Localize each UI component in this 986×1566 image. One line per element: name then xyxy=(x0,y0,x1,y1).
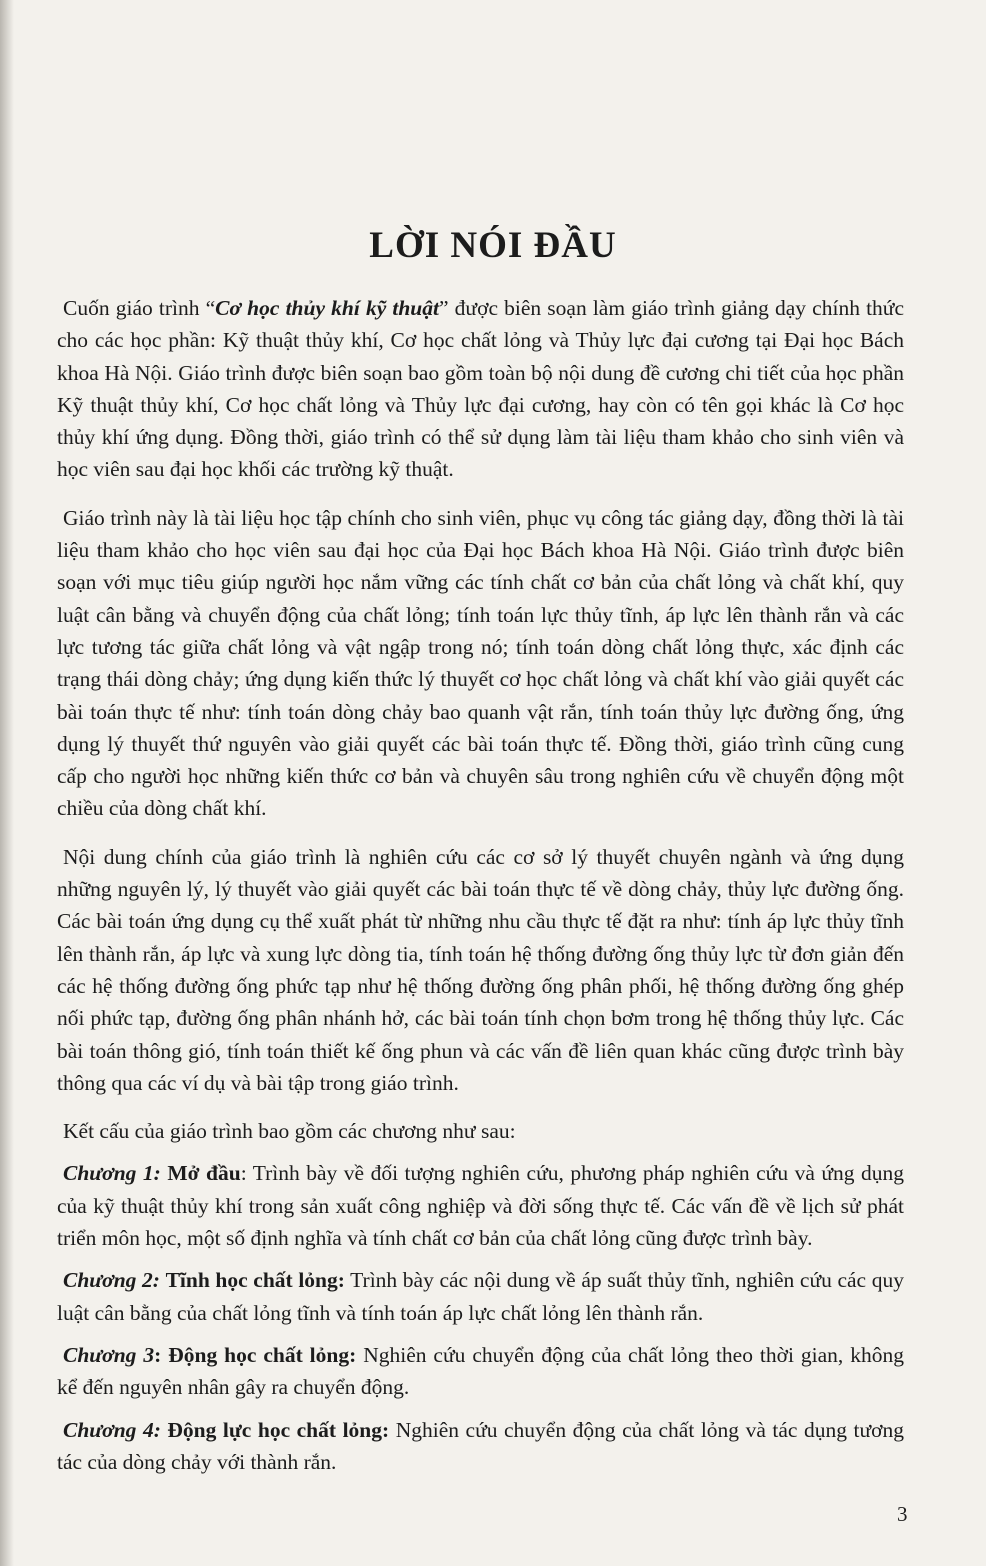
paragraph-1: Cuốn giáo trình “Cơ học thủy khí kỹ thuật” được biên soạn làm giáo trình giảng dạy chính thức cho các học phần: Kỹ thuật thủy khí, Cơ học chất lỏng và Thủy lực đại cương tại Đại học Bách khoa Hà Nội. Giáo trình được biên soạn bao gồm toàn bộ nội dung đề cương chi tiết của học phần Kỹ thuật thủy khí, Cơ học chất lỏng và Thủy lực đại cương, hay còn có tên gọi khác là Cơ học thủy khí ứng dụng. Đồng thời, giáo trình có thể sử dụng làm tài liệu tham khảo cho sinh viên và học viên sau đại học khối các trường kỹ thuật. xyxy=(57,296,904,482)
paragraph-4: Kết cấu của giáo trình bao gồm các chương như sau: xyxy=(63,1119,516,1144)
chapter-label: Chương 3 xyxy=(63,1342,155,1367)
chapter-4: Chương 4: Động lực học chất lỏng: Nghiên cứu chuyển động của chất lỏng và tác dụng tương tác của dòng chảy với thành rắn. xyxy=(57,1417,905,1474)
page-number: 3 xyxy=(897,1502,908,1526)
page-title: LỜI NÓI ĐẦU xyxy=(369,225,617,266)
chapter-name: Tĩnh học chất lỏng: xyxy=(165,1268,345,1293)
chapter-1: Chương 1: Mở đầu: Trình bày về đối tượng nghiên cứu, phương pháp nghiên cứu và ứng dụng của kỹ thuật thủy khí trong sản xuất công nghiệp và đời sống thực tế. Các vấn đề về lịch sử phát triển môn học, một số định nghĩa và tính chất cơ bản của chất lỏng cũng được trình bày. xyxy=(57,1161,904,1251)
paragraph-2: Giáo trình này là tài liệu học tập chính cho sinh viên, phục vụ công tác giảng dạy, đồng thời là tài liệu tham khảo cho học viên sau đại học của Đại học Bách khoa Hà Nội. Giáo trình được biên soạn với mục tiêu giúp người học nắm vững các tính chất cơ bản của chất lỏng và chất khí, quy luật cân bằng và chuyển động của chất lỏng; tính toán lực thủy tĩnh, áp lực lên thành rắn và các lực tương tác giữa chất lỏng và vật ngập trong nó; tính toán dòng chất lỏng thực, xác định các trạng thái dòng chảy; ứng dụng kiến thức lý thuyết cơ học chất lỏng và chất khí vào giải quyết các bài toán thực tế như: tính toán dòng chảy bao quanh vật rắn, tính toán thủy lực đường ống, ứng dụng lý thuyết thứ nguyên vào giải quyết các bài toán thực tế. Đồng thời, giáo trình cũng cung cấp cho người học những kiến thức cơ bản và chuyên sâu trong nghiên cứu về chuyển động một chiều của dòng chất khí. xyxy=(57,505,904,821)
chapter-2: Chương 2: Tĩnh học chất lỏng: Trình bày các nội dung về áp suất thủy tĩnh, nghiên cứu các quy luật cân bằng của chất lỏng tĩnh và tính toán áp lực chất lỏng lên thành rắn. xyxy=(57,1268,904,1325)
chapter-label: Chương 4: xyxy=(63,1417,161,1442)
chapter-label: Chương 2: xyxy=(63,1268,160,1293)
chapter-name: Động lực học chất lỏng: xyxy=(167,1417,390,1442)
book-title: Cơ học thủy khí kỹ thuật xyxy=(215,296,439,320)
chapter-3: Chương 3: Động học chất lỏng: Nghiên cứu chuyển động của chất lỏng theo thời gian, không kể đến nguyên nhân gây ra chuyển động. xyxy=(57,1342,904,1400)
chapter-name: : Động học chất lỏng: xyxy=(154,1342,357,1367)
chapter-name: Mở đầu xyxy=(167,1161,241,1186)
paragraph-3: Nội dung chính của giáo trình là nghiên cứu các cơ sở lý thuyết chuyên ngành và ứng dụng những nguyên lý, lý thuyết vào giải quyết các bài toán thực tế về dòng chảy, thủy lực đường ống. Các bài toán ứng dụng cụ thể xuất phát từ những nhu cầu thực tế đặt ra như: tính áp lực thủy tĩnh lên thành rắn, áp lực và xung lực dòng tia, tính toán hệ thống đường ống thủy lực từ đơn giản đến các hệ thống đường ống phức tạp như hệ thống đường ống phân phối, hệ thống đường ống ghép nối phức tạp, đường ống phân nhánh hở, các bài toán tính chọn bơm trong hệ thống thủy lực. Các bài toán thông gió, tính toán thiết kế ống phun và các vấn đề liên quan khác cũng được trình bày thông qua các ví dụ và bài tập trong giáo trình. xyxy=(57,844,904,1095)
body-text xyxy=(57,292,904,1488)
chapter-label: Chương 1: xyxy=(63,1161,161,1186)
